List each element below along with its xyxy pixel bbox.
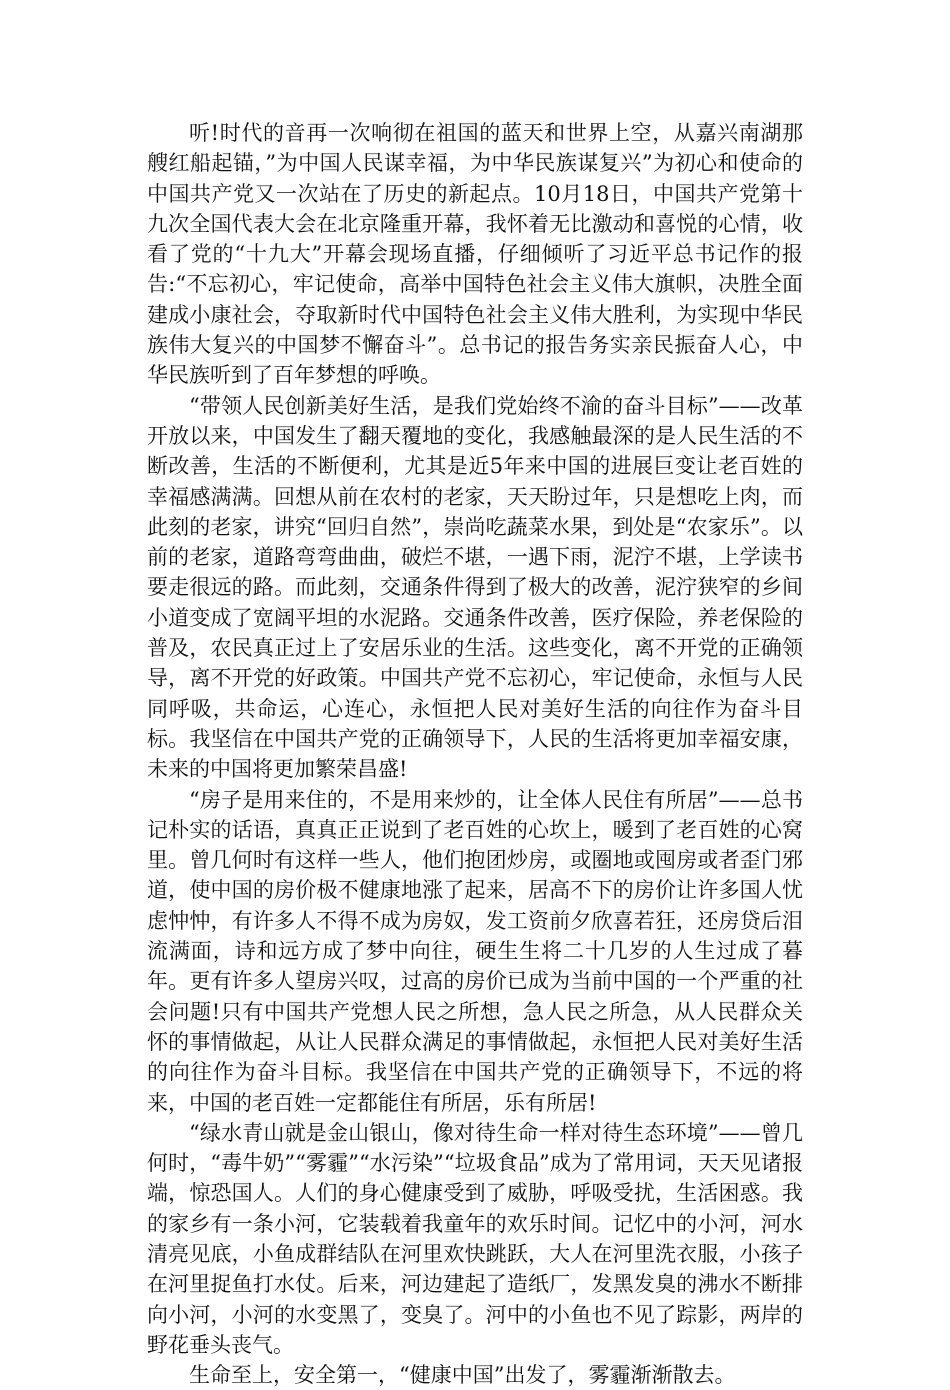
document-body (147, 118, 803, 1390)
paragraph-housing: “房子是用来住的，不是用来炒的，让全体人民住有所居”——总书记朴实的话语，真真正正说到了老百姓的心坎上，暖到了老百姓的心窝里。曾几何时有这样一些人，他们抱团炒房，或圈地或囤房或者歪门邪道，使中国的房价极不健康地涨了起来，居高不下的房价让许多国人忧虑忡忡，有许多人不得不成为房奴，发工资前夕欣喜若狂，还房贷后泪流满面，诗和远方成了梦中向往，硬生生将二十几岁的人生过成了暮年。更有许多人望房兴叹，过高的房价已成为当前中国的一个严重的社会问题!只有中国共产党想人民之所想，急人民之所急，从人民群众关怀的事情做起，从让人民群众满足的事情做起，永恒把人民对美好生活的向往作为奋斗目标。我坚信在中国共产党的正确领导下，不远的将来，中国的老百姓一定都能住有所居，乐有所居! (147, 787, 803, 1115)
paragraph-health-china: 生命至上，安全第一，“健康中国”出发了，雾霾渐渐散去。 (189, 1363, 736, 1388)
paragraph-intro: 听!时代的音再一次响彻在祖国的蓝天和世界上空，从嘉兴南湖那艘红船起锚，”为中国人民谋幸福，为中华民族谋复兴”为初心和使命的中国共产党又一次站在了历史的新起点。10月18日，中国共产党第十九次全国代表大会在北京隆重开幕，我怀着无比激动和喜悦的心情，收看了党的“十九大”开幕会现场直播，仔细倾听了习近平总书记作的报告:“不忘初心，牢记使命，高举中国特色社会主义伟大旗帜，决胜全面建成小康社会，夺取新时代中国特色社会主义伟大胜利，为实现中华民族伟大复兴的中国梦不懈奋斗”。总书记的报告务实亲民振奋人心，中华民族听到了百年梦想的呼唤。 (147, 121, 803, 388)
paragraph-environment: “绿水青山就是金山银山，像对待生命一样对待生态环境”——曾几何时，“毒牛奶”“雾霾”“水污染”“垃圾食品”成为了常用词，天天见诸报端，惊恐国人。人们的身心健康受到了威胁，呼吸受扰，生活困惑。我的家乡有一条小河，它装载着我童年的欢乐时间。记忆中的小河，河水清亮见底，小鱼成群结队在河里欢快跳跃，大人在河里洗衣服，小孩子在河里捉鱼打水仗。后来，河边建起了造纸厂，发黑发臭的沸水不断排向小河，小河的水变黑了，变臭了。河中的小鱼也不见了踪影，两岸的野花垂头丧气。 (147, 1120, 803, 1357)
paragraph-better-life: “带领人民创新美好生活，是我们党始终不渝的奋斗目标”——改革开放以来，中国发生了翻天覆地的变化，我感触最深的是人民生活的不断改善，生活的不断便利，尤其是近5年来中国的进展巨变让老百姓的幸福感满满。回想从前在农村的老家，天天盼过年，只是想吃上肉，而此刻的老家，讲究“回归自然”，崇尚吃蔬菜水果，到处是“农家乐”。以前的老家，道路弯弯曲曲，破烂不堪，一遇下雨，泥泞不堪，上学读书要走很远的路。而此刻，交通条件得到了极大的改善，泥泞狭窄的乡间小道变成了宽阔平坦的水泥路。交通条件改善，医疗保险，养老保险的普及，农民真正过上了安居乐业的生活。这些变化，离不开党的正确领导，离不开党的好政策。中国共产党不忘初心，牢记使命，永恒与人民同呼吸，共命运，心连心，永恒把人民对美好生活的向往作为奋斗目标。我坚信在中国共产党的正确领导下，人民的生活将更加幸福安康，未来的中国将更加繁荣昌盛! (147, 393, 803, 782)
